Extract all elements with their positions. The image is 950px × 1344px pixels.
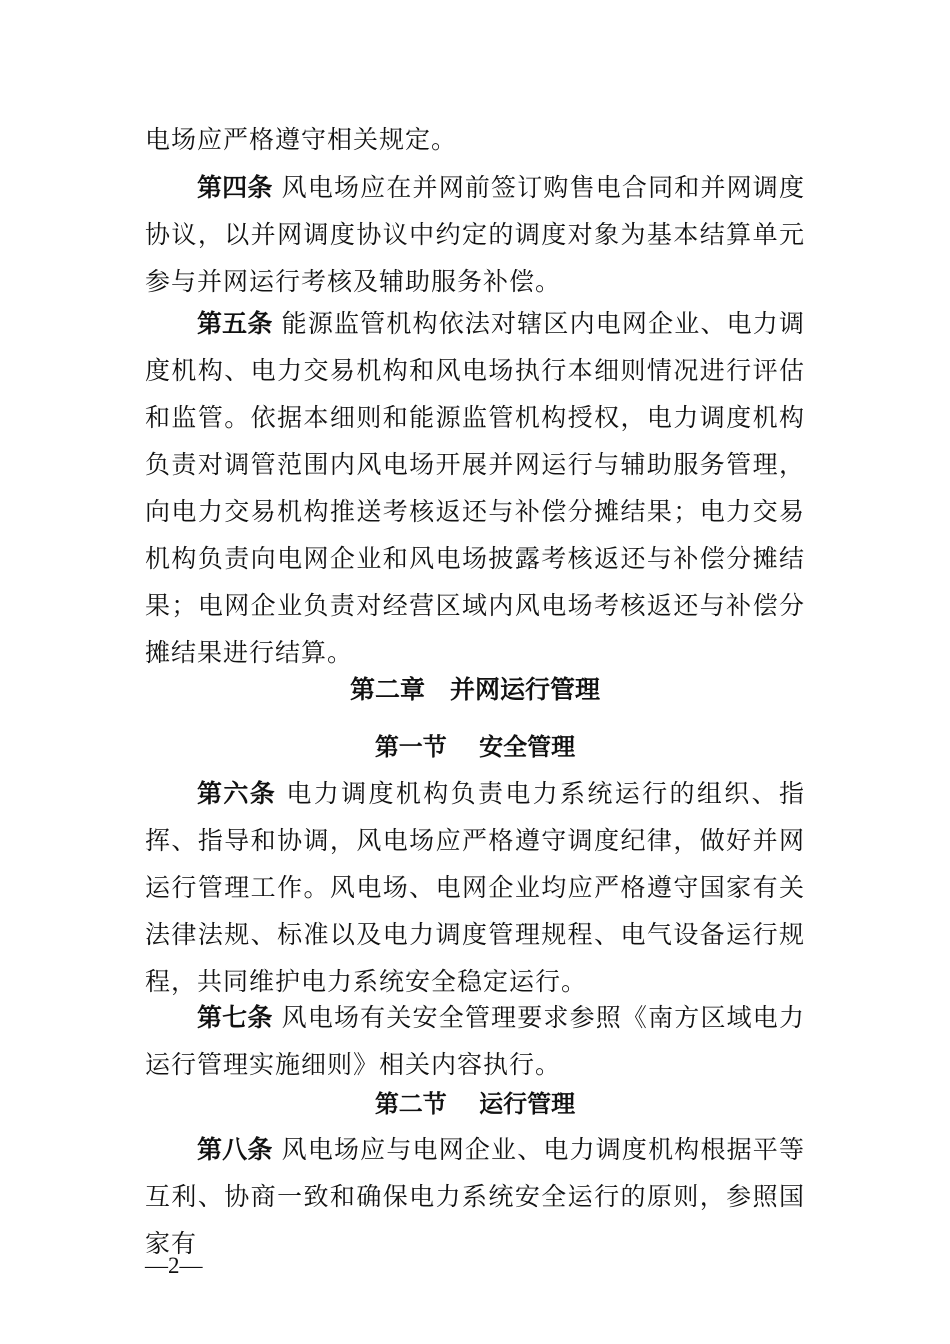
article-label: 第八条 [197,1135,273,1164]
article-label: 第七条 [197,1003,273,1032]
article-4 [145,164,805,305]
article-text: 风电场应与电网企业、电力调度机构根据平等互利、协商一致和确保电力系统安全运行的原则，参照国家有 [145,1135,805,1258]
article-7 [145,994,805,1088]
article-label: 第六条 [197,779,277,808]
article-text: 能源监管机构依法对辖区内电网企业、电力调度机构、电力交易机构和风电场执行本细则情况进行评估和监管。依据本细则和能源监管机构授权，电力调度机构负责对调管范围内风电场开展并网运行与辅助服务管理，向电力交易机构推送考核返还与补偿分摊结果；电力交易机构负责向电网企业和风电场披露考核返还与补偿分摊结果；电网企业负责对经营区域内风电场考核返还与补偿分摊结果进行结算。 [145,309,805,667]
paragraph-text: 电场应严格遵守相关规定。 [145,125,458,154]
article-label: 第五条 [197,309,273,338]
paragraph-continuation [145,116,805,163]
article-8 [145,1126,805,1267]
article-text: 电力调度机构负责电力系统运行的组织、指挥、指导和协调，风电场应严格遵守调度纪律，做好并网运行管理工作。风电场、电网企业均应严格遵守国家有关法律法规、标准以及电力调度管理规程、电气设备运行规程，共同维护电力系统安全稳定运行。 [145,779,805,996]
article-text: 风电场应在并网前签订购售电合同和并网调度协议，以并网调度协议中约定的调度对象为基本结算单元参与并网运行考核及辅助服务补偿。 [145,173,805,296]
section-heading: 第一节 安全管理 [374,732,576,761]
article-label: 第四条 [197,173,273,202]
chapter-heading: 第二章 并网运行管理 [349,675,600,704]
article-6 [145,770,805,1005]
article-5 [145,300,805,676]
article-text: 风电场有关安全管理要求参照《南方区域电力运行管理实施细则》相关内容执行。 [145,1003,805,1079]
section-heading: 第二节 运行管理 [374,1089,576,1118]
page-number: —2— [145,1253,203,1278]
